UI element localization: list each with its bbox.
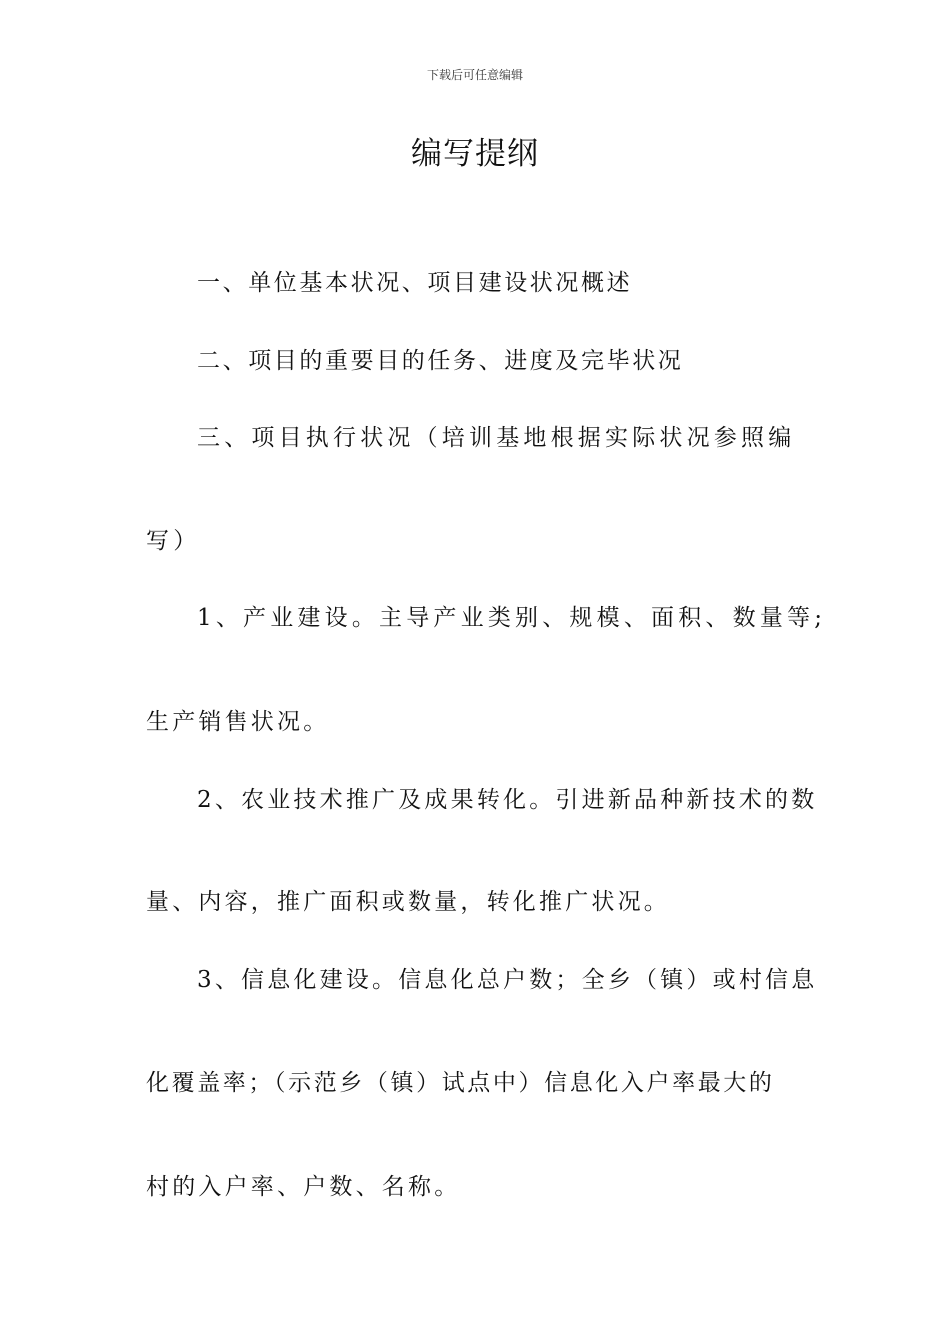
paragraph-line-8: 量、内容，推广面积或数量，转化推广状况。 <box>146 889 670 915</box>
paragraph-line-1: 一、单位基本状况、项目建设状况概述 <box>197 270 633 296</box>
header-note: 下载后可任意编辑 <box>426 68 523 82</box>
paragraph-line-4: 写） <box>146 528 201 554</box>
paragraph-line-11: 村的入户率、户数、名称。 <box>146 1174 461 1200</box>
paragraph-line-6: 生产销售状况。 <box>146 709 330 735</box>
paragraph-line-3: 三、项目执行状况（培训基地根据实际状况参照编 <box>197 425 796 451</box>
paragraph-line-10: 化覆盖率；（示范乡（镇）试点中）信息化入户率最大的 <box>146 1070 775 1096</box>
paragraph-line-7: 2、农业技术推广及成果转化。引进新品种新技术的数 <box>197 787 818 813</box>
paragraph-line-5: 1、产业建设。主导产业类别、规模、面积、数量等; <box>197 605 827 631</box>
document-title: 编写提纲 <box>411 136 539 172</box>
paragraph-line-9: 3、信息化建设。信息化总户数；全乡（镇）或村信息 <box>197 967 818 993</box>
paragraph-line-2: 二、项目的重要目的任务、进度及完毕状况 <box>197 348 684 374</box>
